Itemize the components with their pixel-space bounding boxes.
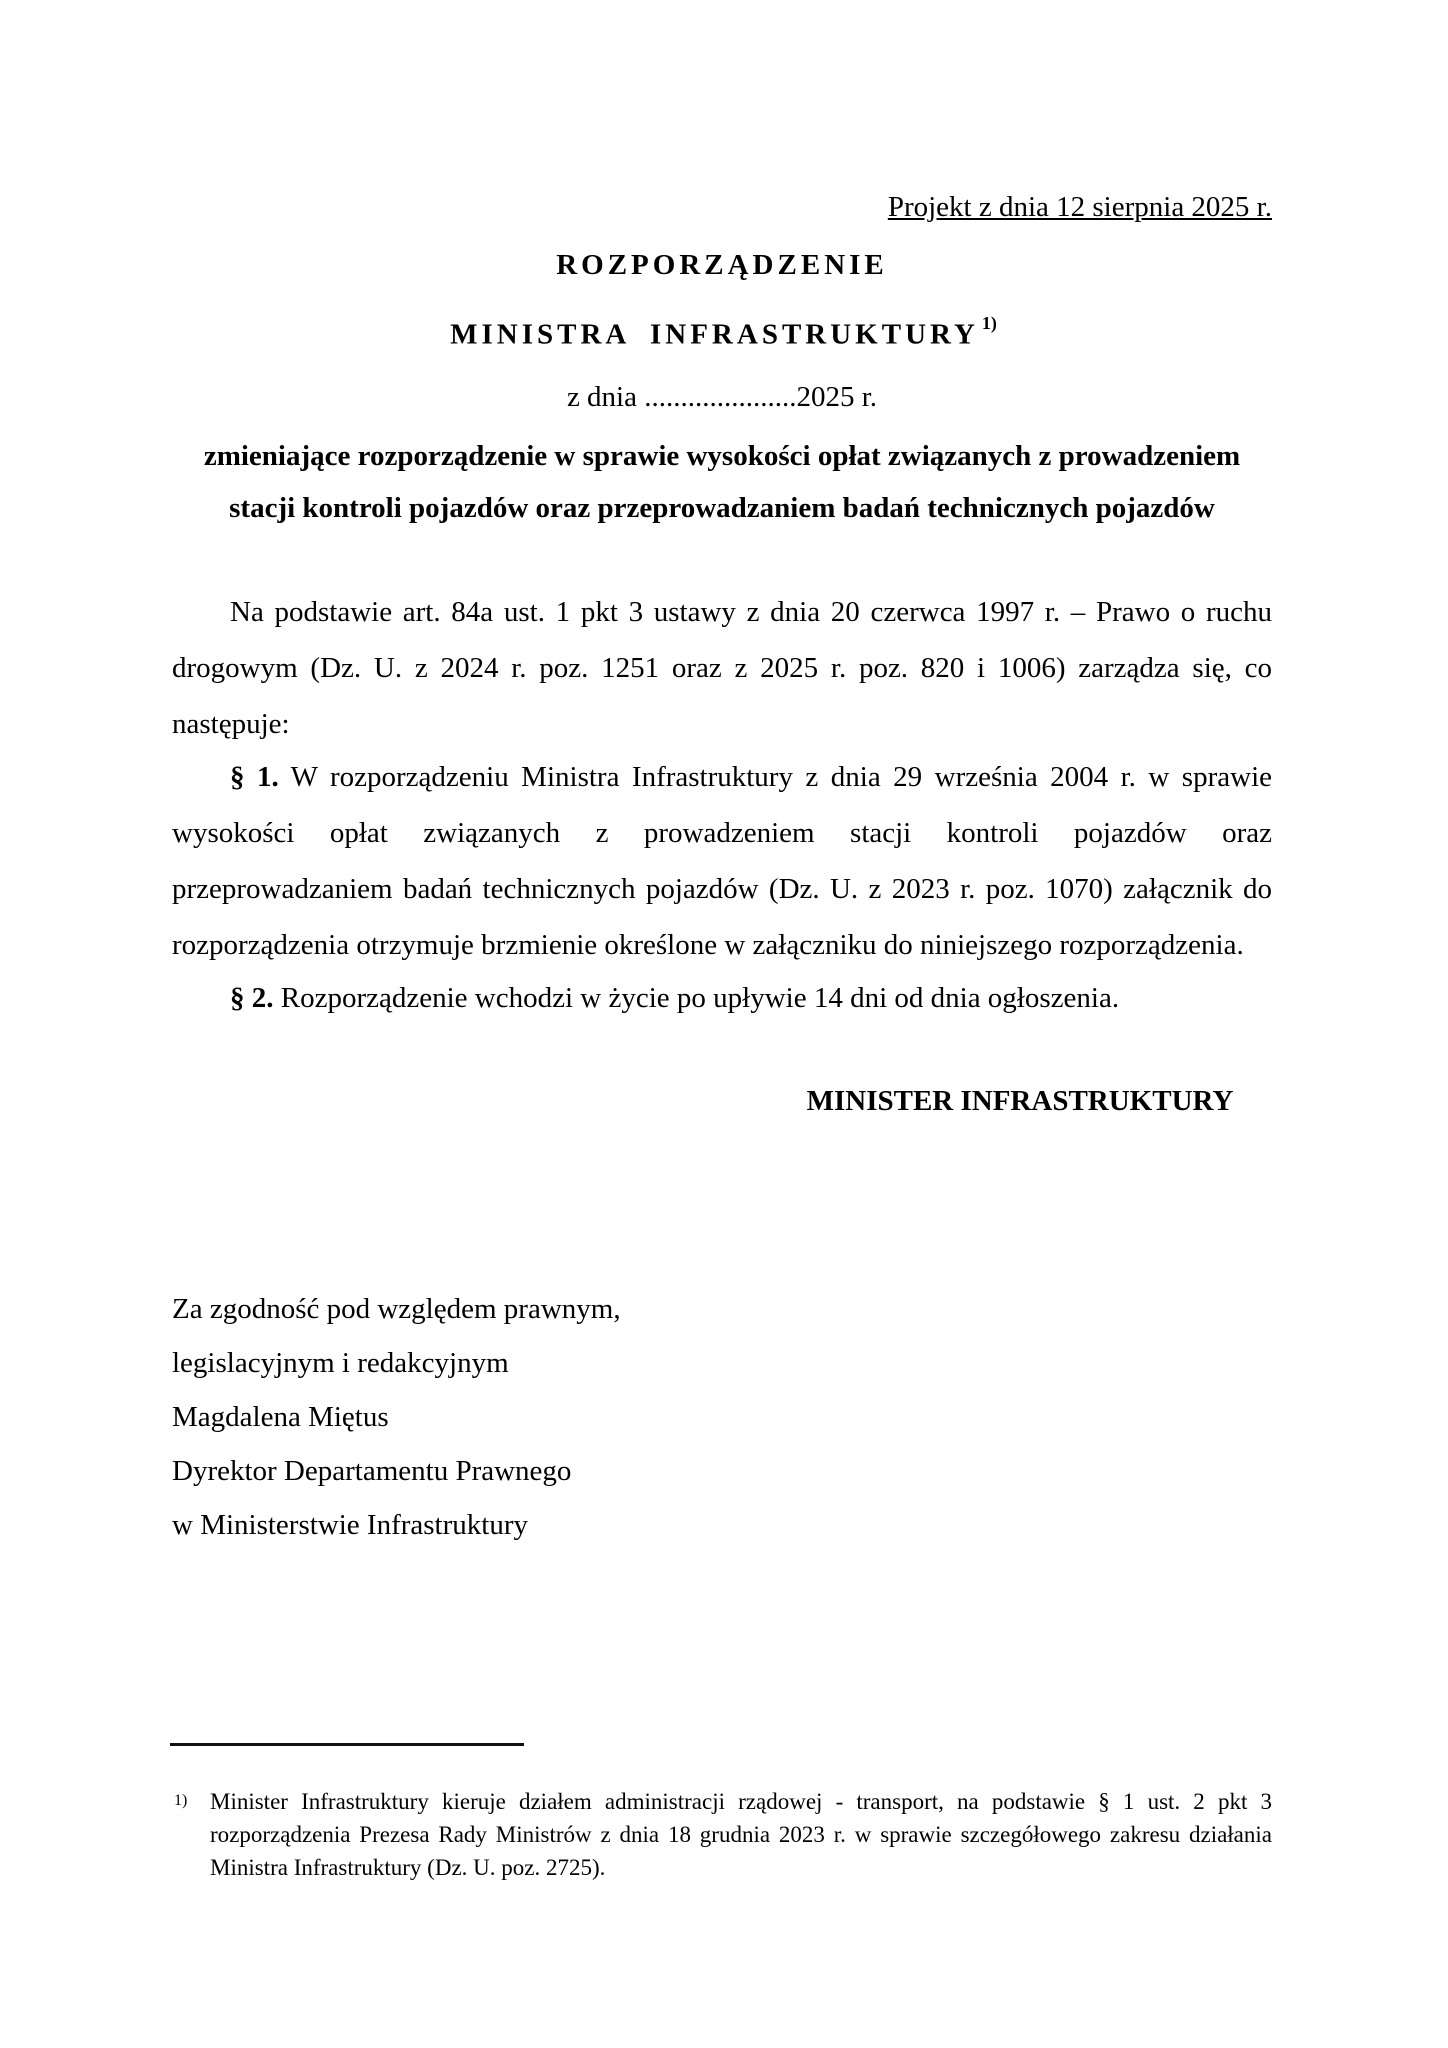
section-1-label: § 1.: [230, 761, 279, 793]
approval-note-line-1: Za zgodność pod względem prawnym,: [172, 1293, 621, 1325]
draft-date-text: Projekt z dnia 12 sierpnia 2025 r.: [887, 191, 1272, 223]
approval-note-line-2: legislacyjnym i redakcyjnym: [172, 1347, 509, 1379]
approval-note-line-5: w Ministerstwie Infrastruktury: [172, 1509, 528, 1541]
date-placeholder-line: z dnia .....................2025 r.: [566, 381, 878, 413]
regulation-title: ROZPORZĄDZENIE: [556, 249, 888, 281]
footnote-ref-superscript: 1): [981, 313, 997, 333]
approval-note-line-3: Magdalena Miętus: [172, 1401, 389, 1433]
footnote-ref: 1): [174, 1792, 188, 1809]
footnote: [172, 1785, 1272, 1884]
minister-signature-heading: MINISTER INFRASTRUKTURY: [806, 1085, 1234, 1117]
section-1-text: W rozporządzeniu Ministra Infrastruktury z dnia 29 września 2004 r. w sprawie wysokości opłat związanych z prowadzeniem stacji kontroli pojazdów oraz przeprowadzaniem badań technicznych pojazdów (Dz. U. z 2023 r. poz. 1070) załącznik do rozporządzenia otrzymuje brzmienie określone w załączniku do niniejszego rozporządzenia.: [172, 761, 1272, 961]
regulation-subject-line-1: zmieniające rozporządzenie w sprawie wysokości opłat związanych z prowadzeniem: [203, 440, 1241, 472]
minister-title-text: MINISTRA INFRASTRUKTURY: [450, 318, 979, 351]
draft-date-line: [172, 190, 1272, 224]
section-1-paragraph: [172, 749, 1272, 973]
regulation-subject-line-2: stacji kontroli pojazdów oraz przeprowadzaniem badań technicznych pojazdów: [229, 492, 1215, 524]
regulation-subject: [172, 430, 1272, 534]
section-2-text: Rozporządzenie wchodzi w życie po upływie 14 dni od dnia ogłoszenia.: [273, 982, 1120, 1014]
legal-basis-paragraph: Na podstawie art. 84a ust. 1 pkt 3 ustawy z dnia 20 czerwca 1997 r. – Prawo o ruchu drogowym (Dz. U. z 2024 r. poz. 1251 oraz z 2025 r. poz. 820 i 1006) zarządza się, co następuje:: [172, 596, 1272, 740]
approval-note: [172, 1282, 872, 1552]
section-2-label: § 2.: [230, 982, 274, 1014]
approval-note-line-4: Dyrektor Departamentu Prawnego: [172, 1455, 572, 1487]
minister-title: [172, 310, 1272, 352]
footnote-separator: [170, 1743, 524, 1746]
footnote-text: Minister Infrastruktury kieruje działem administracji rządowej - transport, na podstawie § 1 ust. 2 pkt 3 rozporządzenia Prezesa Rady Ministrów z dnia 18 grudnia 2023 r. w sprawie szczegółowego zakresu działania Ministra Infrastruktury (Dz. U. poz. 2725).: [210, 1789, 1272, 1880]
section-2-paragraph: [172, 970, 1272, 1026]
